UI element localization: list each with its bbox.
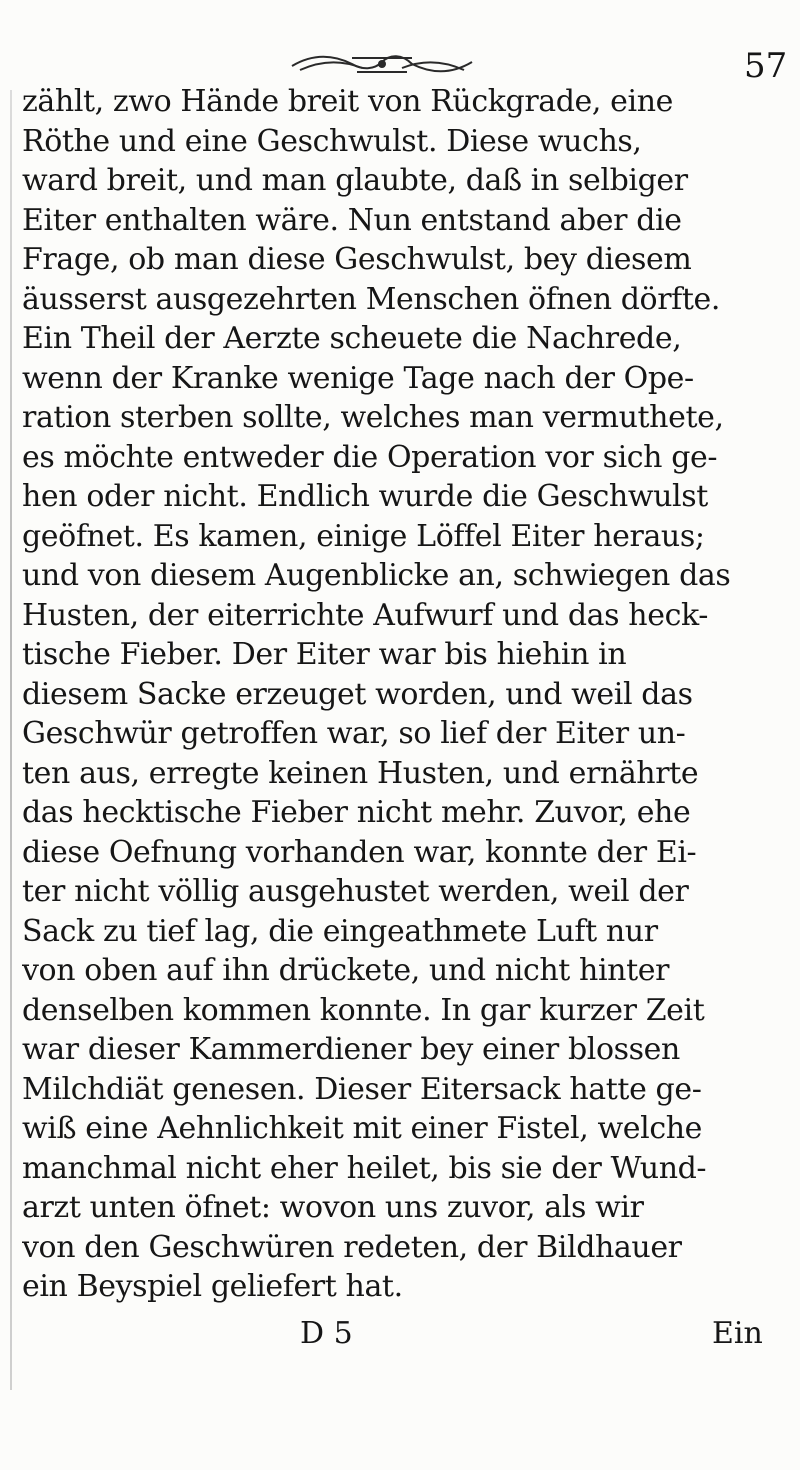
catchword: Ein: [712, 1316, 763, 1351]
signature-mark: D 5: [300, 1316, 353, 1351]
text-line: ration sterben sollte, welches man vermuthete,: [22, 400, 724, 435]
text-line: diese Oefnung vorhanden war, konnte der Ei-: [22, 834, 697, 870]
text-line: hen oder nicht. Endlich wurde die Geschwulst: [22, 479, 708, 514]
text-line: diesem Sacke erzeuget worden, und weil das: [22, 676, 693, 712]
text-line: es möchte entweder die Operation vor sich ge-: [22, 439, 718, 475]
text-line: und von diesem Augenblicke an, schwiegen das: [22, 558, 731, 593]
text-line: arzt unten öfnet: wovon uns zuvor, als wir: [22, 1190, 644, 1225]
text-line: das hecktische Fieber nicht mehr. Zuvor, ehe: [22, 795, 691, 830]
text-line: von den Geschwüren redeten, der Bildhauer: [22, 1229, 682, 1265]
text-line: ein Beyspiel geliefert hat.: [22, 1269, 403, 1304]
text-line: Geschwür getroffen war, so lief der Eiter un-: [22, 716, 686, 751]
text-line: wenn der Kranke wenige Tage nach der Ope-: [22, 360, 694, 396]
text-line: manchmal nicht eher heilet, bis sie der Wund-: [22, 1150, 707, 1186]
text-line: Röthe und eine Geschwulst. Diese wuchs,: [22, 123, 642, 159]
page-edge-shadow: [10, 90, 12, 1390]
text-line: äusserst ausgezehrten Menschen öfnen dörfte.: [22, 281, 721, 317]
text-line: geöfnet. Es kamen, einige Löffel Eiter heraus;: [22, 518, 705, 554]
text-line: Frage, ob man diese Geschwulst, bey diesem: [22, 242, 692, 277]
text-line: denselben kommen konnte. In gar kurzer Zeit: [22, 992, 705, 1028]
text-line: ward breit, und man glaubte, daß in selbiger: [22, 163, 688, 198]
text-line: Milchdiät genesen. Dieser Eitersack hatte ge-: [22, 1071, 702, 1107]
text-line: von oben auf ihn drückete, und nicht hinter: [22, 953, 670, 988]
text-line: wiß eine Aehnlichkeit mit einer Fistel, welche: [22, 1111, 703, 1146]
text-line: tische Fieber. Der Eiter war bis hiehin in: [22, 637, 627, 672]
header-ornament-icon: [282, 48, 482, 78]
text-line: ten aus, erregte keinen Husten, und ernährte: [22, 755, 699, 791]
text-line: zählt, zwo Hände breit von Rückgrade, eine: [22, 84, 674, 119]
text-line: Eiter enthalten wäre. Nun entstand aber die: [22, 202, 682, 238]
text-line: Ein Theil der Aerzte scheuete die Nachrede,: [22, 321, 682, 356]
text-line: Sack zu tief lag, die eingeathmete Luft nur: [22, 913, 658, 949]
page-number: 57: [744, 46, 788, 86]
page-footer: [22, 1314, 792, 1354]
body-text: [22, 82, 792, 1307]
text-line: war dieser Kammerdiener bey einer blossen: [22, 1032, 680, 1067]
text-line: ter nicht völlig ausgehustet werden, weil der: [22, 874, 689, 909]
text-line: Husten, der eiterrichte Aufwurf und das heck-: [22, 597, 708, 633]
